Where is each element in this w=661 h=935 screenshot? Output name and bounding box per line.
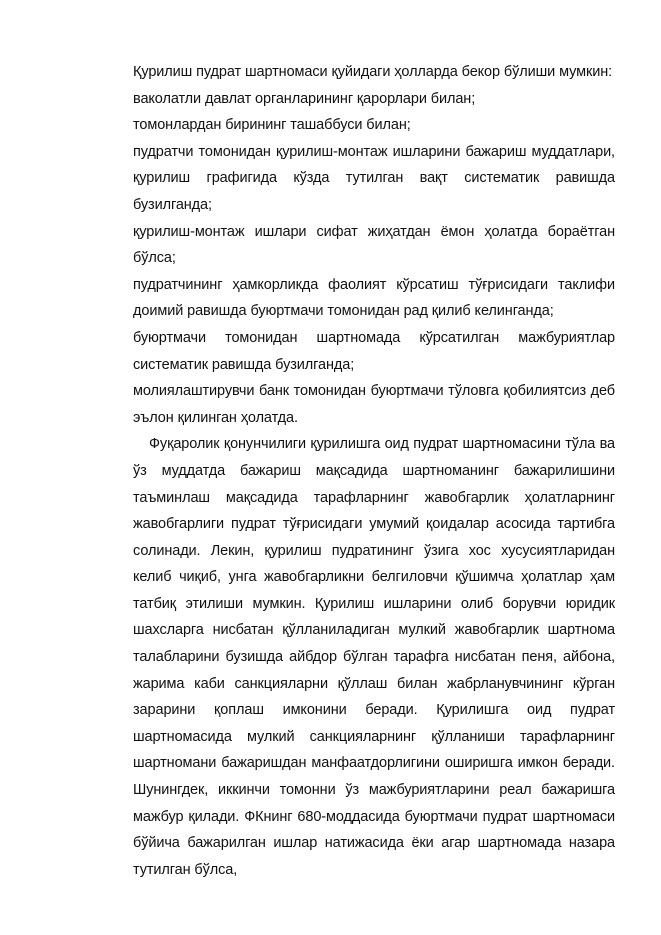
paragraph-list-item-cooperation: пудратчининг ҳамкорликда фаолият кўрсатиш тўғрисидаги таклифи доимий равишда буюртмачи томонидан рад қилиб келинганда; [133, 276, 615, 320]
paragraph-termination-intro: Қурилиш пудрат шартномаси қуйидаги ҳолларда бекор бўлиши мумкин: [133, 64, 613, 80]
paragraph-list-item-obligations: буюртмачи томонидан шартномада кўрсатилган мажбуриятлар систематик равишда бузилганда; [133, 329, 615, 373]
paragraph-list-item-deadlines: пудратчи томонидан қурилиш-монтаж ишларини бажариш муддатлари, қурилиш графигида кўзда тутилган вақт систематик равишда бузилганда; [133, 143, 615, 213]
paragraph-list-item-quality: қурилиш-монтаж ишлари сифат жиҳатдан ёмон ҳолатда бораётган бўлса; [133, 223, 615, 267]
paragraph-list-item-insolvency: молиялаштирувчи банк томонидан буюртмачи тўловга қобилиятсиз деб эълон қилинган ҳолатда. [133, 383, 615, 426]
paragraph-liability: Фуқаролик қонунчилиги қурилишга оид пудрат шартномасини тўла ва ўз муддатда бажариш мақсадида шартноманинг бажарилишини таъминлаш мақсадида тарафларнинг жавобгарлик ҳолатларнинг жавобгарлиги пудрат тўғрисидаги умумий қоидалар асосида тартибга солинади. Лекин, қурилиш пудратининг ўзига хос хусусиятларидан келиб чиқиб, унга жавобгарликни белгиловчи қўшимча ҳолатлар ҳам татбиқ этилиши мумкин. Қурилиш ишларини олиб борувчи юридик шахсларга нисбатан қўлланиладиган мулкий жавобгарлик шартнома талабларини бузишда айбдор бўлган тарафга нисбатан пеня, айбона, жарима каби санкцияларни қўллаш билан жабрланувчининг кўрган зарарини қоплаш имконини беради. Қурилишга оид пудрат шартномасида мулкий санкцияларнинг қўлланиши тарафларнинг шартномани бажаришдан манфаатдорлигини оширишга имкон беради. Шунингдек, иккинчи томонни ўз мажбуриятларини реал бажаришга мажбур қилади. ФКнинг 680-моддасида буюртмачи пудрат шартномаси бўйича бажарилган ишлар натижасида ёки агар шартномада назара тутилган бўлса, [133, 436, 615, 878]
paragraph-list-item-authorities: ваколатли давлат органларининг қарорлари билан; [133, 90, 476, 107]
paragraph-list-item-initiative: томонлардан бирининг ташаббуси билан; [133, 117, 411, 134]
document-body [133, 59, 615, 883]
